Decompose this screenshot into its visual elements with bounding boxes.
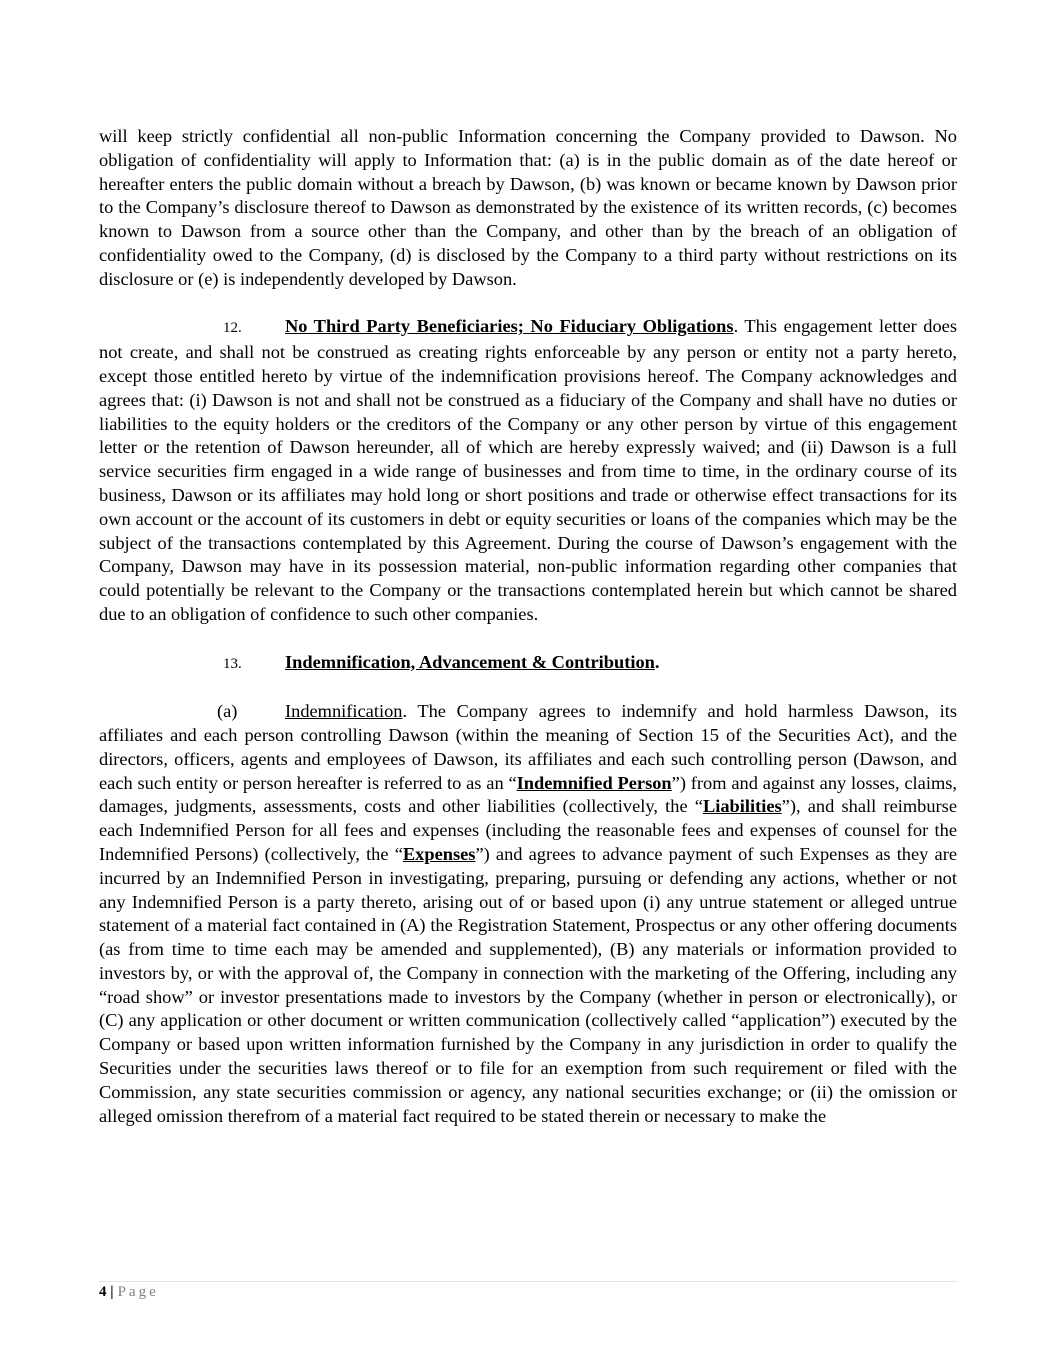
page-label: Page [117,1284,159,1300]
footer-divider [99,1281,957,1282]
section-number: 13. [223,655,242,672]
section-heading: No Third Party Beneficiaries; No Fiduciary Obligations [285,316,734,337]
subsection-label: (a) [217,701,238,722]
page-footer [99,1284,159,1301]
subsection-text-4: ”) and agrees to advance payment of such Expenses as they are incurred by an Indemnified Person in investigating, preparing, pursuing or defending any actions, whether or not any Indemnified Person is a party thereto, arising out of or based upon (i) any untrue statement or alleged untrue statement of a material fact contained in (A) the Registration Statement, Prospectus or any other offering documents (as from time to time each may be amended and supplemented), (B) any materials or information provided to investors by, or with the approval of, the Company in connection with the marketing of the Offering, including any “road show” or investor presentations made to investors by the Company (whether in person or electronically), or (C) any application or other document or written communication (collectively called “application”) executed by the Company or based upon written information furnished by the Company in any jurisdiction in order to qualify the Securities under the securities laws thereof or to file for an exemption from such requirement or filed with the Commission, any state securities commission or agency, any national securities exchange; or (ii) the omission or alleged omission therefrom of a material fact required to be stated therein or necessary to make the [99,843,957,1126]
heading-period: . [654,651,660,672]
footer-separator: | [110,1284,114,1300]
section-text: . This engagement letter does not create, and shall not be construed as creating rights enforceable by any person or entity not a party hereto, except those entitled hereto by virtue of the indemnification provisions hereof. The Company acknowledges and agrees that: (i) Dawson is not and shall not be construed as a fiduciary of the Company and shall have no duties or liabilities to the equity holders or the creditors of the Company or any other person by virtue of this engagement letter or the retention of Dawson hereunder, all of which are hereby expressly waived; and (ii) Dawson is a full service securities firm engaged in a wide range of businesses and from time to time, in the ordinary course of its business, Dawson or its affiliates may hold long or short positions and trade or otherwise effect transactions for its own account or the account of its customers in debt or equity securities or loans of the companies which may be the subject of the transactions contemplated by this Agreement. During the course of Dawson’s engagement with the Company, Dawson may have in its possession material, non-public information regarding other companies that could potentially be relevant to the Company or the transactions contemplated herein but which cannot be shared due to an obligation of confidence to such other companies. [99,316,957,624]
document-page [99,125,957,1128]
subsection-heading: Indemnification [285,701,403,722]
subsection-text-2: ”) from and against any losses, claims, damages, judgments, assessments, costs and other liabilities (collectively, the “ [99,772,958,817]
subsection-text-3: ”), and shall reimburse each Indemnified Person for all fees and expenses (including the reasonable fees and expenses of counsel for the Indemnified Persons) (collectively, the “ [99,796,957,864]
defined-term-liabilities: Liabilities [702,796,782,817]
section-heading: Indemnification, Advancement & Contribution [285,651,655,672]
subsection-a [99,700,957,1128]
defined-term-indemnified-person: Indemnified Person [516,772,672,793]
page-number: 4 [99,1284,107,1300]
paragraph-text: will keep strictly confidential all non-public Information concerning the Company provided to Dawson. No obligation of confidentiality will apply to Information that: (a) is in the public domain as of the date hereof or hereafter enters the public domain without a breach by Dawson, (b) was known or became known by Dawson prior to the Company’s disclosure thereof to Dawson as demonstrated by the existence of its written records, (c) becomes known to Dawson from a source other than the Company, and other than by the breach of an obligation of confidentiality owed to the Company, (d) is disclosed by the Company to a third party without restrictions on its disclosure or (e) is independently developed by Dawson. [99,126,957,289]
section-13 [99,651,957,677]
section-12 [99,315,957,626]
section-number: 12. [223,320,242,337]
defined-term-expenses: Expenses [402,843,476,864]
paragraph-confidentiality [99,125,957,292]
subsection-text-1: . The Company agrees to indemnify and hold harmless Dawson, its affiliates and each person controlling Dawson (within the meaning of Section 15 of the Securities Act), and the directors, officers, agents and employees of Dawson, its affiliates and each such controlling person (Dawson, and each such entity or person hereafter is referred to as an “ [99,701,957,793]
